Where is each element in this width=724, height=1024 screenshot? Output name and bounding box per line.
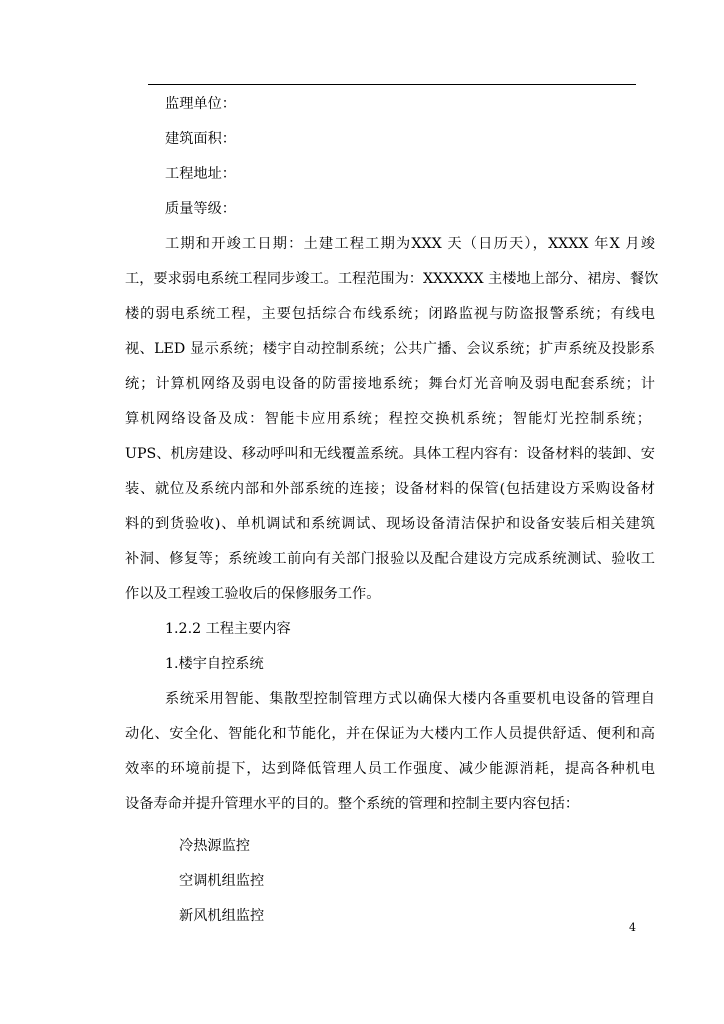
paragraph2-line-4: 设备寿命并提升管理水平的目的。整个系统的管理和控制主要内容包括： xyxy=(125,796,580,812)
paragraph1-line-5: 统；计算机网络及弱电设备的防雷接地系统；舞台灯光音响及弱电配套系统；计 xyxy=(125,376,655,392)
field-building-area: 建筑面积： xyxy=(165,131,236,147)
paragraph1-line-2: 工，要求弱电系统工程同步竣工。工程范围为：XXXXXX 主楼地上部分、裙房、餐饮 xyxy=(125,271,659,287)
paragraph1-line-8: 装、就位及系统内部和外部系统的连接；设备材料的保管(包括建设方采购设备材 xyxy=(125,481,655,497)
field-project-address: 工程地址： xyxy=(165,166,236,182)
paragraph1-line-4: 视、LED 显示系统；楼宇自动控制系统；公共广播、会议系统；扩声系统及投影系 xyxy=(125,341,655,357)
paragraph1-line-7: UPS、机房建设、移动呼叫和无线覆盖系统。具体工程内容有：设备材料的装卸、安 xyxy=(125,446,655,462)
paragraph1-line-3: 楼的弱电系统工程，主要包括综合布线系统；闭路监视与防盗报警系统；有线电 xyxy=(125,306,655,322)
paragraph1-line-6: 算机网络设备及成：智能卡应用系统；程控交换机系统；智能灯光控制系统； xyxy=(125,411,651,427)
list-item: 空调机组监控 xyxy=(179,873,265,889)
page-number: 4 xyxy=(629,921,636,934)
subsection-heading: 1.楼宇自控系统 xyxy=(165,656,264,672)
list-item: 新风机组监控 xyxy=(179,908,265,924)
list-item: 冷热源监控 xyxy=(179,838,250,854)
paragraph1-line-10: 补洞、修复等；系统竣工前向有关部门报验以及配合建设方完成系统测试、验收工 xyxy=(125,551,655,567)
field-supervision-unit: 监理单位： xyxy=(165,96,236,112)
field-quality-level: 质量等级： xyxy=(165,201,236,217)
header-rule xyxy=(148,84,636,85)
paragraph1-line-9: 料的到货验收)、单机调试和系统调试、现场设备清洁保护和设备安装后相关建筑 xyxy=(125,516,655,532)
paragraph2-line-3: 效率的环境前提下，达到降低管理人员工作强度、减少能源消耗，提高各种机电 xyxy=(125,761,655,777)
paragraph2-line-1: 系统采用智能、集散型控制管理方式以确保大楼内各重要机电设备的管理自 xyxy=(165,691,655,707)
paragraph1-line-1: 工期和开竣工日期：土建工程工期为XXX 天（日历天），XXXX 年X 月竣 xyxy=(165,236,655,252)
paragraph1-line-11: 作以及工程竣工验收后的保修服务工作。 xyxy=(125,586,381,602)
section-heading: 1.2.2 工程主要内容 xyxy=(165,621,291,637)
paragraph2-line-2: 动化、安全化、智能化和节能化，并在保证为大楼内工作人员提供舒适、便利和高 xyxy=(125,726,655,742)
